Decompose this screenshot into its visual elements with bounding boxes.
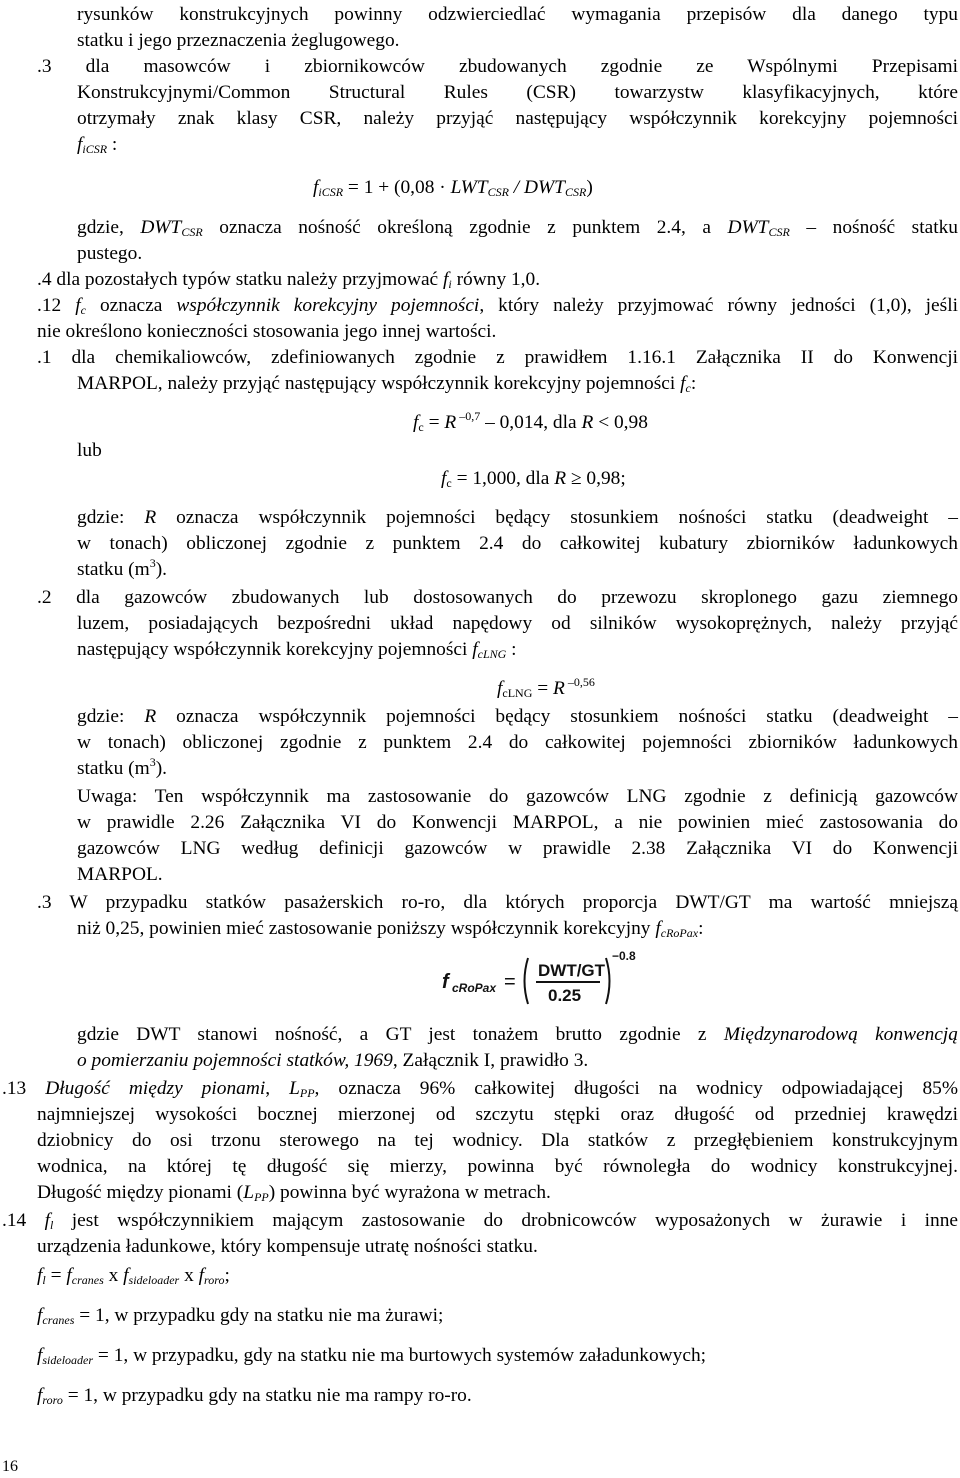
greater-equal-symbol: ≥ [566,468,587,489]
page-number: 16 [2,1458,18,1475]
text-fragment: = 1 + (0,08 · [343,177,451,198]
math-superscript: –0,7 [456,409,481,423]
math-subscript: l [50,1218,54,1232]
math-symbol: f [655,918,661,939]
text-line: .2 dla gazowców zbudowanych lub dostosowanych do przewozu skroplonego gazu ziemnego [37,587,958,608]
math-subscript: cranes [42,1313,75,1327]
text-fragment: , Załącznik I, prawidło 3. [392,1050,589,1071]
math-subscript: PP [254,1190,269,1204]
text-line [77,1022,958,1048]
text-fragment: .4 dla pozostałych typów statku należy przyjmować [37,269,444,290]
text-line [2,1076,958,1102]
math-subscript: c [418,420,424,434]
text-fragment: , [265,1078,290,1099]
text-line: w prawidle 2.26 Załącznika VI do Konwencji MARPOL, a nie powinien mieć zastosowania do [77,812,958,833]
text-line: urządzenia ładunkowe, który kompensuje utratę nośności statku. [37,1236,538,1257]
term-italic: współczynnik korekcyjny pojemności [176,295,480,316]
text-fragment: < 0,98 [593,412,648,433]
math-symbol: f [443,269,449,290]
text-fragment: ). [155,758,168,779]
math-subscript: CSR [768,225,790,239]
text-fragment: gdzie: [77,507,145,528]
math-subscript: PP [299,1086,315,1100]
text-fragment: gdzie, [77,217,141,238]
math-subscript: CSR [564,185,587,199]
math-subscript: CSR [181,225,203,239]
math-symbol: f [497,678,503,699]
text-line [77,637,517,663]
math-symbol: DWT [727,217,769,238]
text-fragment: oznacza współczynnik pojemności będący stosunkiem nośności statku (deadweight – [156,706,958,727]
text-fragment: równy 1,0. [451,269,541,290]
text-fragment: następujący współczynnik korekcyjny pojemności [77,639,473,660]
text-line: w tonach) obliczonej zgodnie z punktem 2.4 do całkowitej kubatury zbiorników ładunkowych [77,533,958,554]
math-symbol: L [289,1078,300,1099]
text-fragment: ). [155,559,168,580]
text-line [37,293,958,319]
text-line: Konstrukcyjnymi/Common Structural Rules (CSR) towarzystw klasyfikacyjnych, które [77,82,958,103]
text-line [77,704,958,730]
math-symbol: f [413,412,419,433]
math-subscript: sideloader [128,1273,180,1287]
text-line: lub [77,440,102,461]
math-superscript: –0,56 [564,675,595,689]
text-fragment: = 1, w przypadku gdy na statku nie ma rampy ro-ro. [62,1385,472,1406]
text-fragment: = [45,1265,67,1286]
formula-fl [37,1263,230,1289]
text-line: .3 dla masowców i zbiornikowców zbudowanych zgodnie ze Wspólnymi Przepisami [37,56,958,77]
math-symbol: R [581,412,594,433]
math-symbol: LWT [450,177,488,198]
math-superscript: 3 [149,755,156,769]
math-symbol: f [472,639,478,660]
text-line: gazowców LNG według definicji gazowców w prawidle 2.38 Załącznika VI do Konwencji [77,838,958,859]
text-fragment: oznacza współczynnik pojemności będący stosunkiem nośności statku (deadweight – [156,507,958,528]
math-symbol: R [554,468,567,489]
left-paren [525,958,529,1004]
text-line [77,916,703,942]
text-fragment: statku (m [77,758,150,779]
text-fragment: = 1, w przypadku, gdy na statku nie ma burtowych systemów załadunkowych; [93,1345,707,1366]
text-fragment: – nośność statku [789,217,958,238]
math-subscript: cRoPax [660,926,699,940]
text-fragment: x [103,1265,124,1286]
text-fragment: = 1, w przypadku gdy na statku nie ma żurawi; [74,1305,444,1326]
formula-fclng [497,676,595,702]
text-fragment: : [107,134,118,155]
text-fragment: .12 [37,295,76,316]
text-fragment: : [698,918,704,939]
text-fragment: Długość między pionami ( [37,1182,244,1203]
math-symbol: R [444,412,457,433]
math-subscript: iCSR [318,185,344,199]
math-symbol: f [123,1265,129,1286]
formula-numerator: DWT/GT [538,961,606,980]
text-line: statku i jego przeznaczenia żeglugowego. [77,30,400,51]
text-line [77,371,696,397]
text-line [37,267,540,293]
math-symbol: f [680,373,686,394]
math-subscript: i [448,277,452,291]
math-symbol: f [313,177,319,198]
text-fragment: – 0,014, dla [480,412,582,433]
text-fragment: oznacza nośność określoną zgodnie z punktem 2.4, a [202,217,728,238]
text-fragment: .13 [2,1078,46,1099]
math-subscript: c [80,303,86,317]
text-line [37,1303,443,1329]
formula-fcropax-image [442,948,642,1008]
text-fragment: .14 [2,1210,45,1231]
text-fragment: gdzie DWT stanowi nośność, a GT jest tonażem brutto zgodnie z [77,1024,724,1045]
math-subscript: iCSR [82,142,108,156]
text-line [37,1383,472,1409]
math-subscript: roro [204,1273,225,1287]
text-fragment: = [423,412,445,433]
math-subscript: cLNG [477,647,507,661]
text-line [77,132,117,158]
math-symbol: f [77,134,83,155]
math-symbol: f [75,295,81,316]
math-symbol: f [37,1265,43,1286]
text-fragment: MARPOL, należy przyjąć następujący współczynnik korekcyjny pojemności [77,373,681,394]
formula-denominator: 0.25 [548,986,582,1005]
text-fragment: ) powinna być wyrażona w metrach. [268,1182,551,1203]
math-symbol: R [144,507,157,528]
formula-exponent: −0.8 [612,949,636,963]
text-line: rysunków konstrukcyjnych powinny odzwierciedlać wymagania przepisów dla danego typu [77,4,958,25]
math-superscript: 3 [149,556,156,570]
text-line [37,1343,706,1369]
formula-equals: = [504,971,516,993]
term-italic: Międzynarodową konwencją [723,1024,958,1045]
text-line [2,1208,958,1234]
text-line: najmniejszej wysokości bocznej mierzonej od szczytu stępki oraz długość od przedniej krawędzi [37,1104,958,1125]
text-fragment: 0,98; [586,468,626,489]
text-fragment: ; [224,1265,230,1286]
text-line: nie określono konieczności stosowania jego innej wartości. [37,321,497,342]
text-line [77,215,958,241]
text-line [77,1048,588,1074]
math-subscript: cranes [71,1273,104,1287]
formula-f: f [442,971,449,993]
term-italic: o pomierzaniu pojemności statków, 1969 [77,1050,393,1071]
text-fragment: : [506,639,517,660]
formula-fc-1 [413,410,648,436]
math-subscript: c [685,381,691,395]
text-line: .1 dla chemikaliowców, zdefiniowanych zgodnie z prawidłem 1.16.1 Załącznika II do Konwencji [37,347,958,368]
text-fragment: = 1,000, dla [451,468,555,489]
math-symbol: L [243,1182,255,1203]
math-subscript: c [446,476,452,490]
math-symbol: f [44,1210,51,1231]
text-line: pustego. [77,243,143,264]
math-subscript: sideloader [42,1353,94,1367]
text-line: otrzymały znak klasy CSR, należy przyjąć następujący współczynnik korekcyjny pojemności [77,108,958,129]
formula-subscript: cRoPax [452,981,497,995]
formula-fi-csr [313,175,593,201]
text-line: Uwaga: Ten współczynnik ma zastosowanie do gazowców LNG zgodnie z definicją gazowców [77,786,958,807]
text-line: wodnica, na której tę długość się mierzy, powinna być równoległa do wodnicy konstrukcyjnej. [37,1156,958,1177]
math-symbol: f [198,1265,204,1286]
math-subscript: cLNG [502,686,533,700]
text-fragment: = [532,678,554,699]
text-line [37,1180,551,1206]
math-subscript: l [42,1273,46,1287]
text-fragment: statku (m [77,559,150,580]
text-fragment: : [690,373,697,394]
math-symbol: f [66,1265,72,1286]
text-line [77,756,167,782]
math-symbol: R [144,706,157,727]
text-line: .3 W przypadku statków pasażerskich ro-ro, dla których proporcja DWT/GT ma wartość mniejszą [37,892,958,913]
text-fragment: , który należy przyjmować równy jedności (1,0), jeśli [479,295,958,316]
text-fragment: ) [586,177,593,198]
text-line [77,505,958,531]
text-fragment: oznacza [85,295,177,316]
text-line: luzem, posiadających bezpośredni układ napędowy od silników wysokoprężnych, należy przyjąć [77,613,958,634]
text-fragment: niż 0,25, powinien mieć zastosowanie poniższy współczynnik korekcyjny [77,918,656,939]
math-symbol: f [37,1385,43,1406]
text-fragment: x [179,1265,199,1286]
text-fragment: , oznacza 96% całkowitej długości na wodnicy odpowiadającej 85% [314,1078,958,1099]
text-line [77,557,167,583]
text-fragment: gdzie: [77,706,145,727]
math-symbol: R [553,678,565,699]
math-symbol: f [37,1345,43,1366]
text-line: w tonach) obliczonej zgodnie z punktem 2.4 do całkowitej pojemności zbiorników ładunkowych [77,732,958,753]
math-symbol: f [37,1305,43,1326]
text-line: dziobnicy do osi trzonu sterowego na tej wodnicy. Dla statków z przegłębieniem konstrukcyjnym [37,1130,958,1151]
right-paren [606,958,610,1004]
text-fragment: / [508,177,525,198]
math-symbol: DWT [140,217,182,238]
text-fragment: jest współczynnikiem mającym zastosowanie do drobnicowców wyposażonych w żurawie i inne [53,1210,958,1231]
formula-fc-2 [441,466,626,492]
math-subscript: CSR [487,185,509,199]
math-symbol: f [441,468,447,489]
text-line: MARPOL. [77,864,163,885]
term-italic: Długość między pionami [45,1078,266,1099]
math-symbol: DWT [524,177,565,198]
math-subscript: roro [42,1393,63,1407]
